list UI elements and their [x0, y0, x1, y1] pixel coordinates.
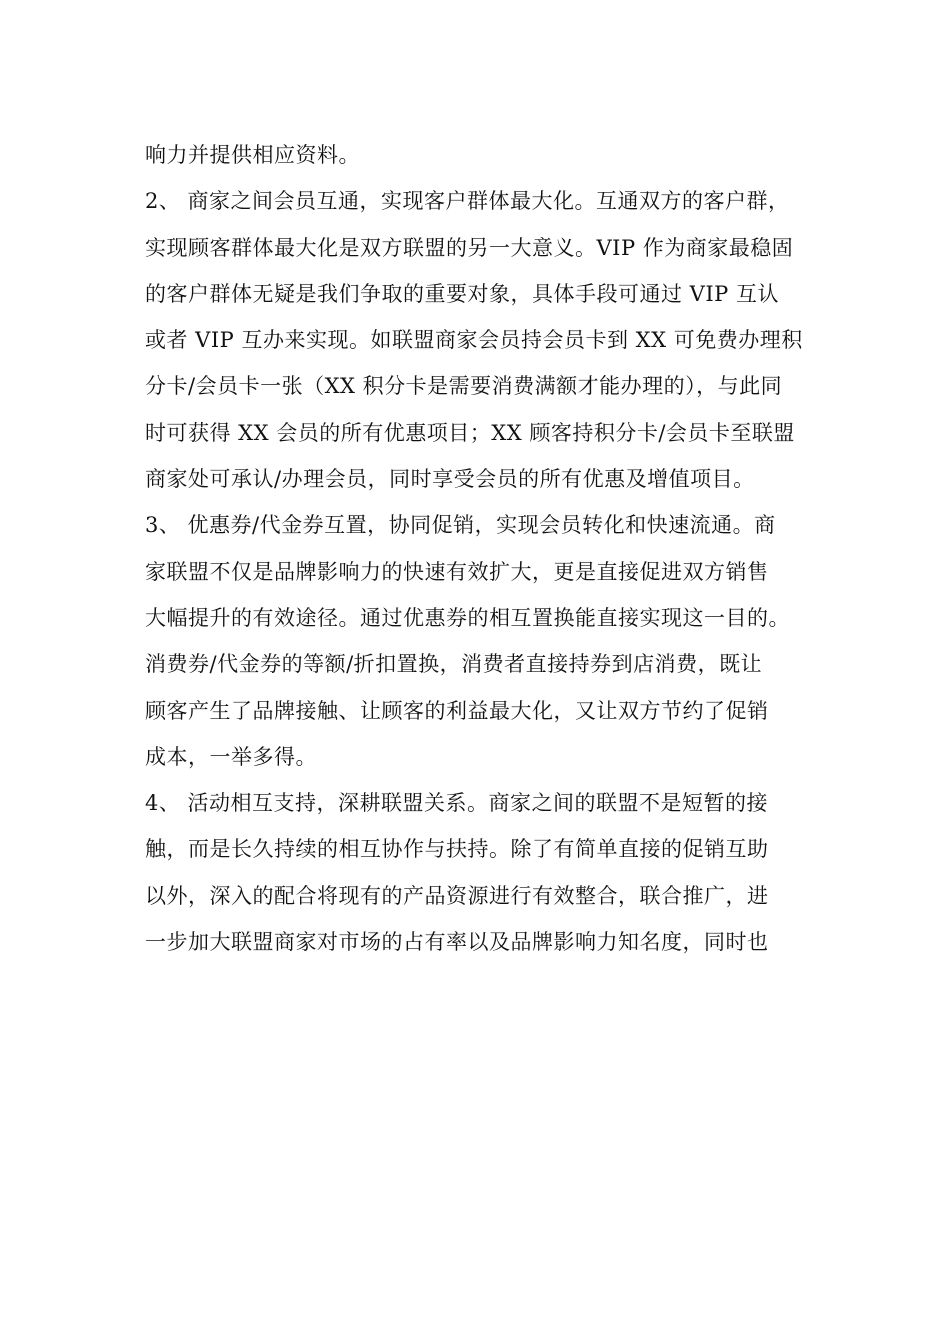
text-line: 4、 活动相互支持，深耕联盟关系。商家之间的联盟不是短暂的接 — [145, 791, 769, 816]
text-line: 或者 VIP 互办来实现。如联盟商家会员持会员卡到 XX 可免费办理积 — [145, 328, 803, 353]
text-line: 以外，深入的配合将现有的产品资源进行有效整合，联合推广，进 — [145, 883, 769, 908]
body-text — [145, 132, 825, 965]
text-line: 消费券/代金券的等额/折扣置换，消费者直接持券到店消费，既让 — [145, 652, 763, 677]
text-line: 分卡/会员卡一张（XX 积分卡是需要消费满额才能办理的），与此同 — [145, 374, 783, 399]
text-line: 3、 优惠券/代金券互置，协同促销，实现会员转化和快速流通。商 — [145, 513, 776, 538]
text-line: 2、 商家之间会员互通，实现客户群体最大化。互通双方的客户群， — [145, 189, 790, 214]
text-line: 大幅提升的有效途径。通过优惠券的相互置换能直接实现这一目的。 — [145, 605, 790, 630]
text-line: 实现顾客群体最大化是双方联盟的另一大意义。VIP 作为商家最稳固 — [145, 235, 794, 260]
text-line: 成本，一举多得。 — [145, 744, 317, 769]
text-line: 一步加大联盟商家对市场的占有率以及品牌影响力知名度，同时也 — [145, 930, 769, 955]
text-line: 时可获得 XX 会员的所有优惠项目；XX 顾客持积分卡/会员卡至联盟 — [145, 420, 795, 445]
text-line: 顾客产生了品牌接触、让顾客的利益最大化，又让双方节约了促销 — [145, 698, 769, 723]
text-line: 商家处可承认/办理会员，同时享受会员的所有优惠及增值项目。 — [145, 467, 755, 492]
text-line: 响力并提供相应资料。 — [145, 143, 360, 167]
text-line: 家联盟不仅是品牌影响力的快速有效扩大，更是直接促进双方销售 — [145, 559, 769, 584]
text-line: 触，而是长久持续的相互协作与扶持。除了有简单直接的促销互助 — [145, 837, 769, 862]
text-line: 的客户群体无疑是我们争取的重要对象，具体手段可通过 VIP 互认 — [145, 281, 779, 306]
